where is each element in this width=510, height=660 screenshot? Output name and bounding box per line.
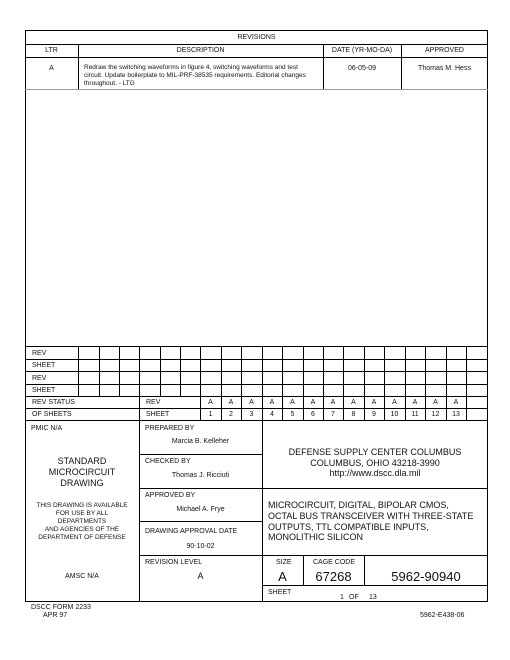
- checked-by-name: Thomas J. Ricciuti: [171, 472, 230, 479]
- rev-letter: A: [453, 399, 459, 406]
- rev-letter: A: [310, 399, 316, 406]
- rev-letter: A: [269, 399, 275, 406]
- availability-line: DEPARTMENT OF DEFENSE: [38, 534, 126, 541]
- grid-row-sheet: SHEET: [32, 387, 56, 394]
- sheet-number: 5: [290, 411, 295, 418]
- header-date: DATE (YR-MO-DA): [331, 47, 393, 54]
- form-date: APR 97: [43, 612, 68, 619]
- size-label: SIZE: [276, 559, 292, 566]
- amsc-label: AMSC N/A: [65, 573, 99, 580]
- revision-approved: Thomas M. Hess: [418, 65, 471, 72]
- cage-code: 67268: [315, 569, 352, 584]
- revisions-title: REVISIONS: [237, 34, 276, 41]
- sheet-number: 8: [351, 411, 356, 418]
- standard-line: STANDARD: [57, 456, 107, 466]
- rev-letter: A: [433, 399, 438, 406]
- revision-ltr: A: [49, 65, 54, 72]
- rev-letter: A: [249, 399, 254, 406]
- cage-code-label: CAGE CODE: [313, 559, 356, 566]
- sheet-total: 13: [369, 594, 377, 601]
- sheet-number: 1: [208, 411, 213, 418]
- revision-level: A: [197, 571, 204, 581]
- dscc-line: COLUMBUS, OHIO 43218-3990: [310, 458, 440, 468]
- rev-letter: A: [290, 399, 295, 406]
- sheet-number: 2: [229, 411, 233, 418]
- sheet-number: 7: [331, 411, 335, 418]
- standard-line: DRAWING: [60, 478, 104, 488]
- size-value: A: [278, 569, 287, 584]
- grid-row-sheet: SHEET: [32, 362, 56, 369]
- sheet-number: 6: [311, 411, 315, 418]
- form-number: DSCC FORM 2233: [31, 604, 91, 611]
- approval-date-label: DRAWING APPROVAL DATE: [145, 528, 238, 535]
- rev-letter: A: [392, 399, 397, 406]
- revision-level-label: REVISION LEVEL: [145, 559, 203, 566]
- sheet-number: 4: [270, 411, 274, 418]
- rev-letter: A: [330, 399, 336, 406]
- sheet-number: 12: [431, 411, 440, 418]
- availability-line: AND AGENCIES OF THE: [44, 526, 120, 533]
- prepared-by-name: Marcia B. Kelleher: [171, 438, 230, 445]
- sheet-label: SHEET: [268, 589, 292, 596]
- drawing-title-line: MICROCIRCUIT, DIGITAL, BIPOLAR CMOS,: [268, 500, 449, 510]
- availability-line: FOR USE BY ALL: [55, 510, 109, 517]
- checked-by-label: CHECKED BY: [145, 458, 191, 465]
- availability-line: THIS DRAWING IS AVAILABLE: [36, 502, 128, 509]
- sheet-of-label: OF: [349, 594, 359, 601]
- drawing-title-line: OCTAL BUS TRANSCEIVER WITH THREE-STATE: [268, 511, 474, 521]
- rev-letter: A: [228, 399, 234, 406]
- sheet-number: 13: [452, 411, 460, 418]
- header-approved: APPROVED: [425, 47, 464, 54]
- drawing-title-line: OUTPUTS, TTL COMPATIBLE INPUTS,: [268, 522, 429, 532]
- rev-status-label: REV STATUS: [32, 399, 75, 406]
- rev-letter: A: [351, 399, 356, 406]
- document-number: 5962-E438-06: [420, 612, 465, 619]
- rev-letter: A: [371, 399, 377, 406]
- drawing-number: 5962-90940: [391, 569, 461, 584]
- rev-letter: A: [208, 399, 213, 406]
- revision-date: 06-05-09: [347, 65, 377, 72]
- rev-letter: A: [412, 399, 418, 406]
- sheet-current: 1: [340, 594, 344, 601]
- prepared-by-label: PREPARED BY: [145, 425, 195, 432]
- header-description: DESCRIPTION: [176, 47, 225, 54]
- approved-by-name: Michael A. Frye: [176, 506, 225, 513]
- pmic-label: PMIC N/A: [31, 425, 63, 432]
- approval-date: 90-10-02: [186, 543, 215, 550]
- approved-by-label: APPROVED BY: [145, 492, 196, 499]
- of-sheets-label: OF SHEETS: [32, 411, 72, 418]
- grid-row-rev: REV: [32, 375, 47, 382]
- header-ltr: LTR: [45, 47, 58, 54]
- dscc-url: http://www.dscc.dla.mil: [329, 468, 421, 478]
- revision-description: Redraw the switching waveforms in figure 4, switching waveforms and test circuit. Update boilerplate to MIL-PRF-38535 requirements. Editorial changes throughout. - LTG: [84, 64, 306, 87]
- availability-line: DEPARTMENTS: [57, 518, 107, 525]
- grid-row-rev: REV: [32, 350, 47, 357]
- rev-label: REV: [146, 399, 161, 406]
- drawing-title-line: MONOLITHIC SILICON: [268, 532, 364, 542]
- sheet-number: 9: [372, 411, 376, 418]
- sheet-number: 11: [411, 411, 419, 418]
- dscc-line: DEFENSE SUPPLY CENTER COLUMBUS: [288, 447, 462, 457]
- standard-line: MICROCIRCUIT: [48, 467, 116, 477]
- sheet-label: SHEET: [146, 411, 170, 418]
- sheet-number: 3: [249, 411, 254, 418]
- sheet-number: 10: [390, 411, 399, 418]
